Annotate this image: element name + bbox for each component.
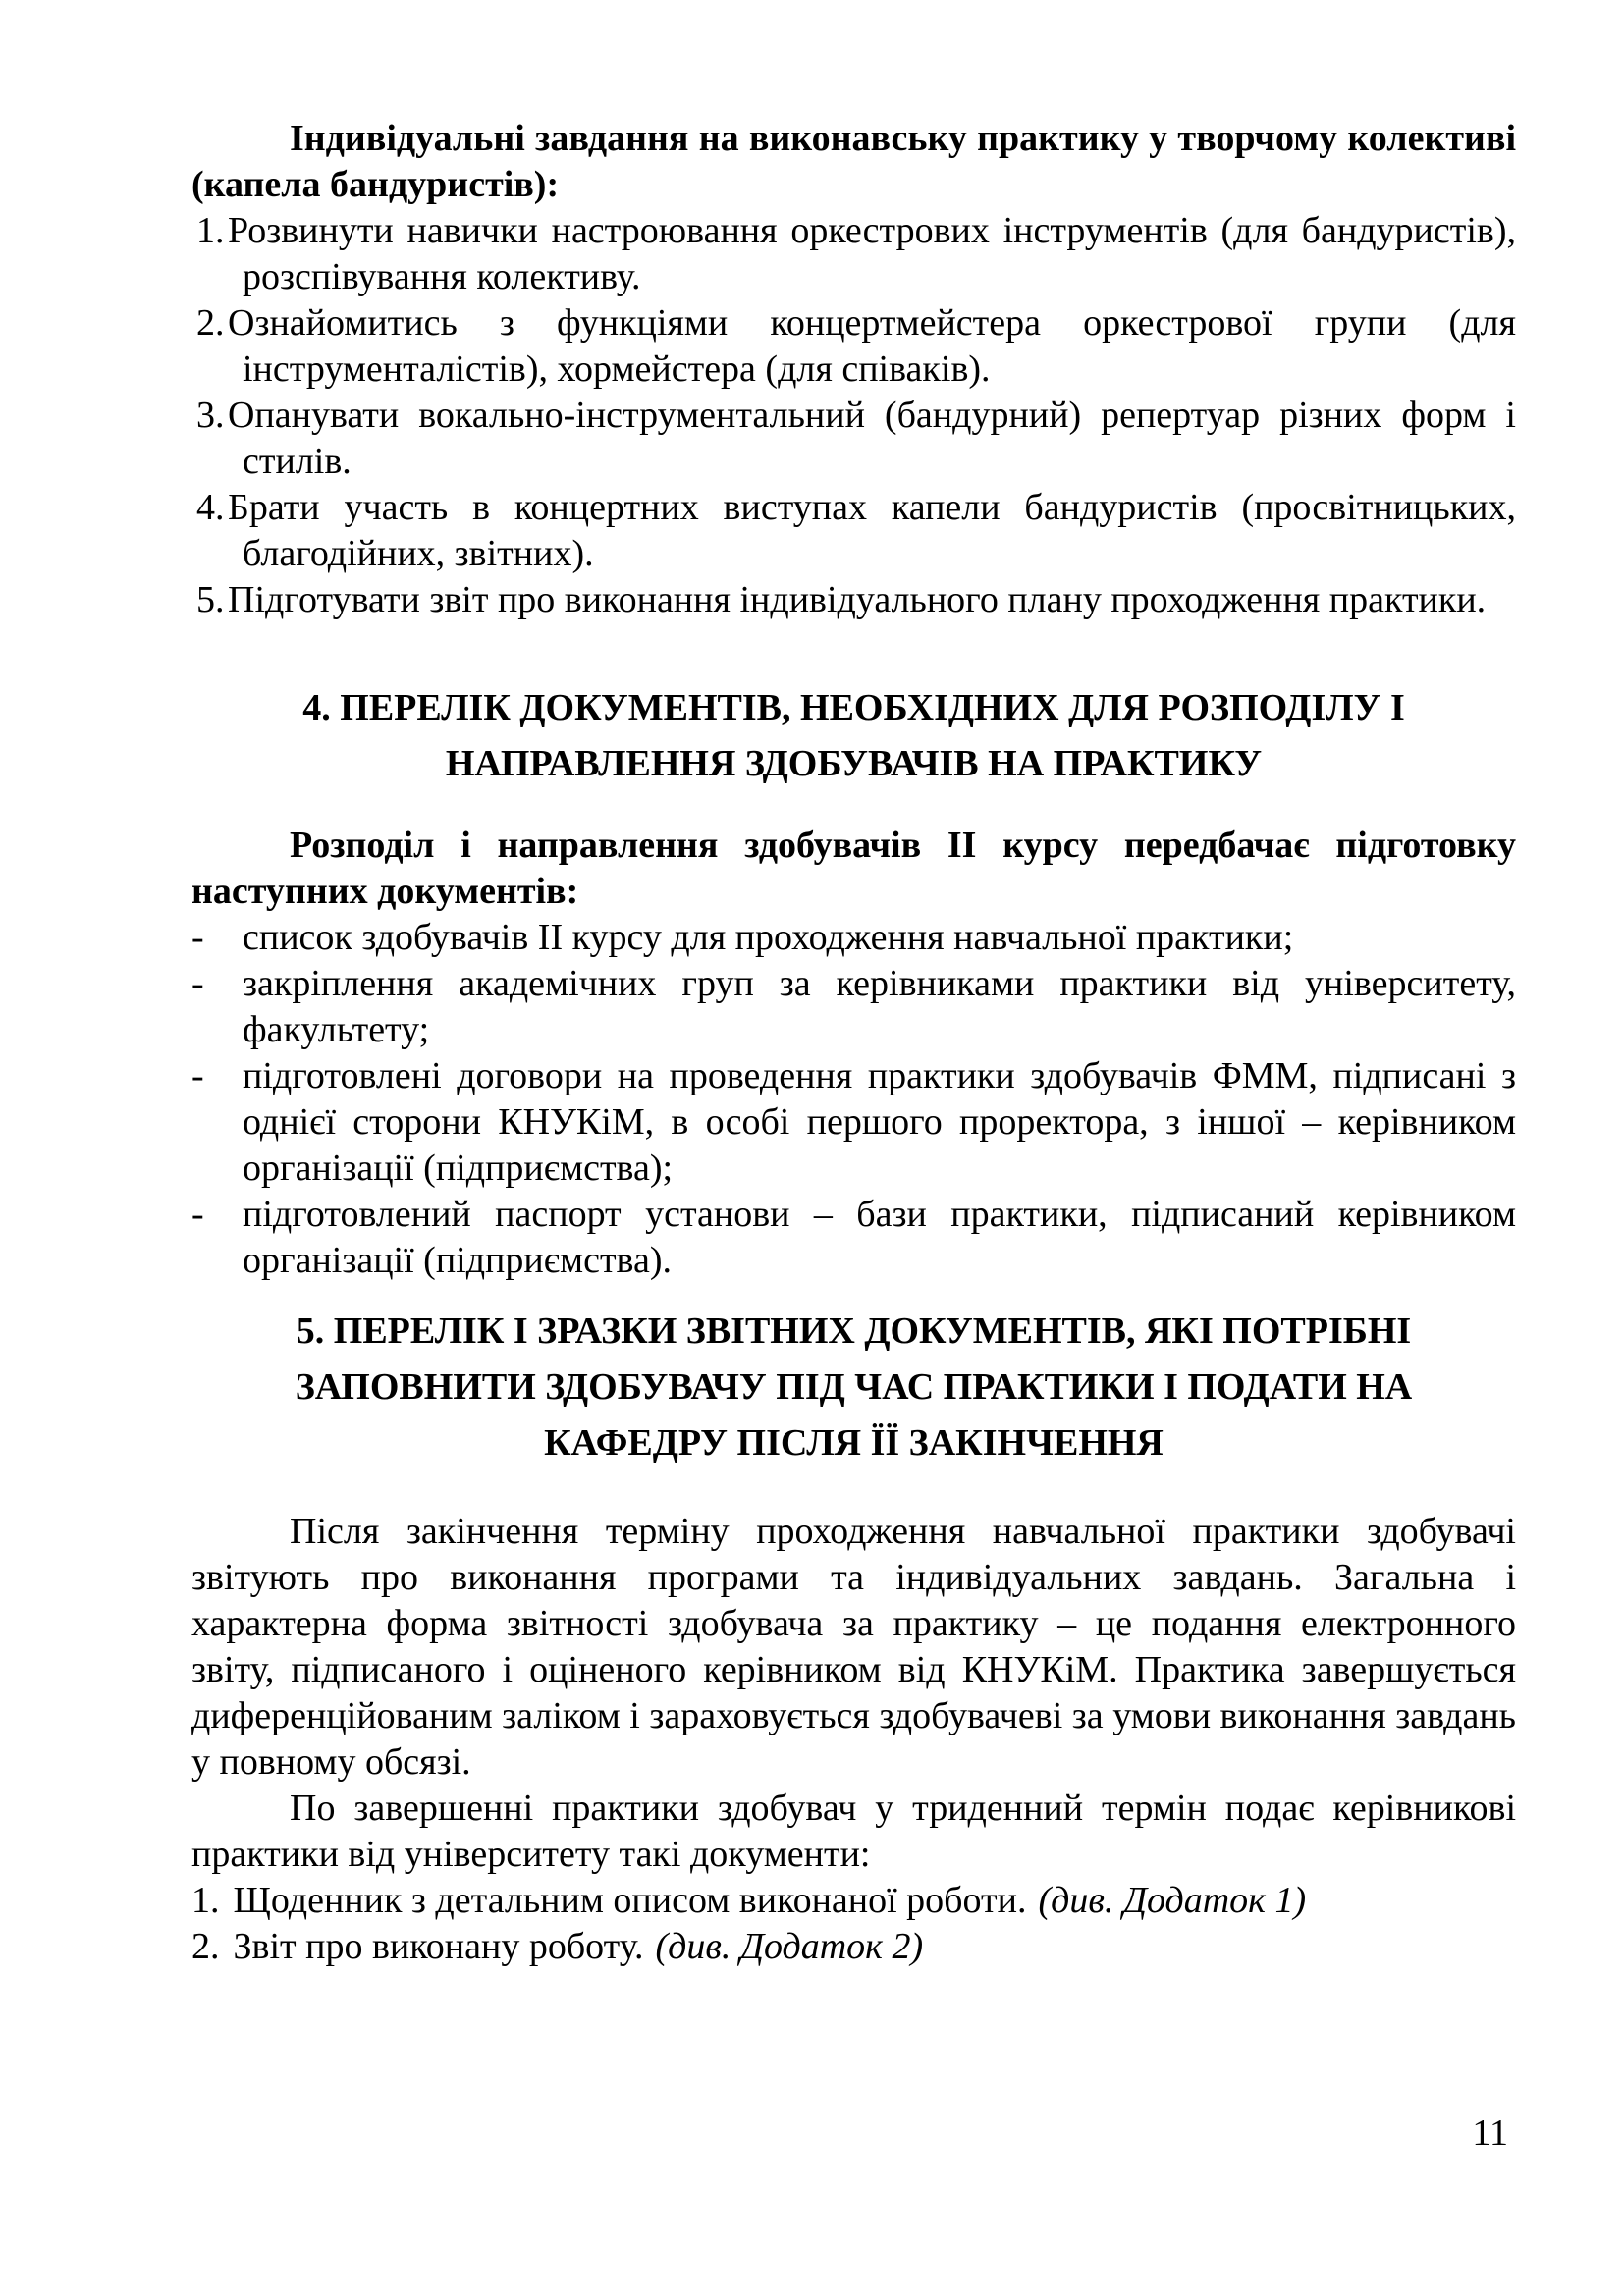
appendix-reference: (див. Додаток 2) — [655, 1926, 924, 1967]
list-marker: 2. — [196, 302, 225, 344]
list-item-text: список здобувачів ІІ курсу для проходження навчальної практики; — [243, 917, 1294, 958]
list-item — [191, 915, 1516, 961]
list-marker: - — [191, 963, 204, 1004]
section4-heading: 4. ПЕРЕЛІК ДОКУМЕНТІВ, НЕОБХІДНИХ ДЛЯ РОЗПОДІЛУ І НАПРАВЛЕННЯ ЗДОБУВАЧІВ НА ПРАКТИКУ — [302, 687, 1405, 784]
list-item — [191, 961, 1516, 1053]
section5-heading: 5. ПЕРЕЛІК І ЗРАЗКИ ЗВІТНИХ ДОКУМЕНТІВ, ЯКІ ПОТРІБНІ ЗАПОВНИТИ ЗДОБУВАЧУ ПІД ЧАС ПРАКТИКИ І ПОДАТИ НА КАФЕДРУ ПІСЛЯ ЇЇ ЗАКІНЧЕННЯ — [295, 1310, 1413, 1464]
list-item-text: Ознайомитись з функціями концертмейстера оркестрової групи (для інструменталістів), хормейстера (для співаків). — [228, 302, 1516, 390]
list-item-text: Опанувати вокально-інструментальний (бандурний) репертуар різних форм і стилів. — [228, 395, 1516, 482]
list-item-text: підготовлені договори на проведення практики здобувачів ФММ, підписані з однієї сторони КНУКіМ, в особі першого проректора, з іншої – керівником організації (підприємства); — [243, 1055, 1516, 1189]
list-item-text: Звіт про виконану роботу. — [233, 1926, 644, 1967]
list-item-text: підготовлений паспорт установи – бази практики, підписаний керівником організації (підприємства). — [243, 1194, 1516, 1281]
section4-lead: Розподіл і направлення здобувачів ІІ курсу передбачає підготовку наступних документів: — [191, 825, 1516, 912]
list-item — [191, 1192, 1516, 1284]
list-item — [191, 393, 1516, 485]
list-marker: - — [191, 1194, 204, 1235]
list-item — [191, 300, 1516, 393]
appendix-reference: (див. Додаток 1) — [1038, 1880, 1307, 1921]
list-item — [191, 1924, 1516, 1970]
list-item-text: закріплення академічних груп за керівниками практики від університету, факультету; — [243, 963, 1516, 1050]
list-marker: 5. — [196, 579, 225, 620]
list-item-text: Розвинути навички настроювання оркестрових інструментів (для бандуристів), розспівування колективу. — [228, 210, 1516, 297]
list-item-text: Брати участь в концертних виступах капели бандуристів (просвітницьких, благодійних, звітних). — [228, 487, 1516, 574]
list-item-text: Підготувати звіт про виконання індивідуального плану проходження практики. — [228, 579, 1487, 620]
section5-paragraph-2: По завершенні практики здобувач у триденний термін подає керівникові практики від університету такі документи: — [191, 1788, 1516, 1875]
list-item — [191, 1053, 1516, 1192]
intro-lead: Індивідуальні завдання на виконавську практику у творчому колективі (капела бандуристів): — [191, 118, 1516, 205]
list-marker: - — [191, 917, 204, 958]
list-item — [191, 208, 1516, 300]
intro-numbered-list — [191, 208, 1516, 623]
page-number: 11 — [1472, 2112, 1508, 2154]
list-item — [191, 577, 1516, 623]
page-content — [191, 116, 1516, 1970]
list-marker: - — [191, 1055, 204, 1096]
section4-dash-list — [191, 915, 1516, 1284]
section5-document-list — [191, 1878, 1516, 1970]
list-marker: 1. — [191, 1880, 220, 1921]
list-item-text: Щоденник з детальним описом виконаної роботи. — [233, 1880, 1027, 1921]
list-marker: 3. — [196, 395, 225, 436]
section5-paragraph-1: Після закінчення терміну проходження навчальної практики здобувачі звітують про виконання програми та індивідуальних завдань. Загальна і характерна форма звітності здобувача за практику – це подання електронного звіту, підписаного і оціненого керівником від КНУКіМ. Практика завершується диференційованим заліком і зараховується здобувачеві за умови виконання завдань у повному обсязі. — [191, 1511, 1516, 1783]
list-item — [191, 1878, 1516, 1924]
list-marker: 2. — [191, 1926, 220, 1967]
list-marker: 4. — [196, 487, 225, 528]
list-item — [191, 485, 1516, 577]
list-marker: 1. — [196, 210, 225, 251]
